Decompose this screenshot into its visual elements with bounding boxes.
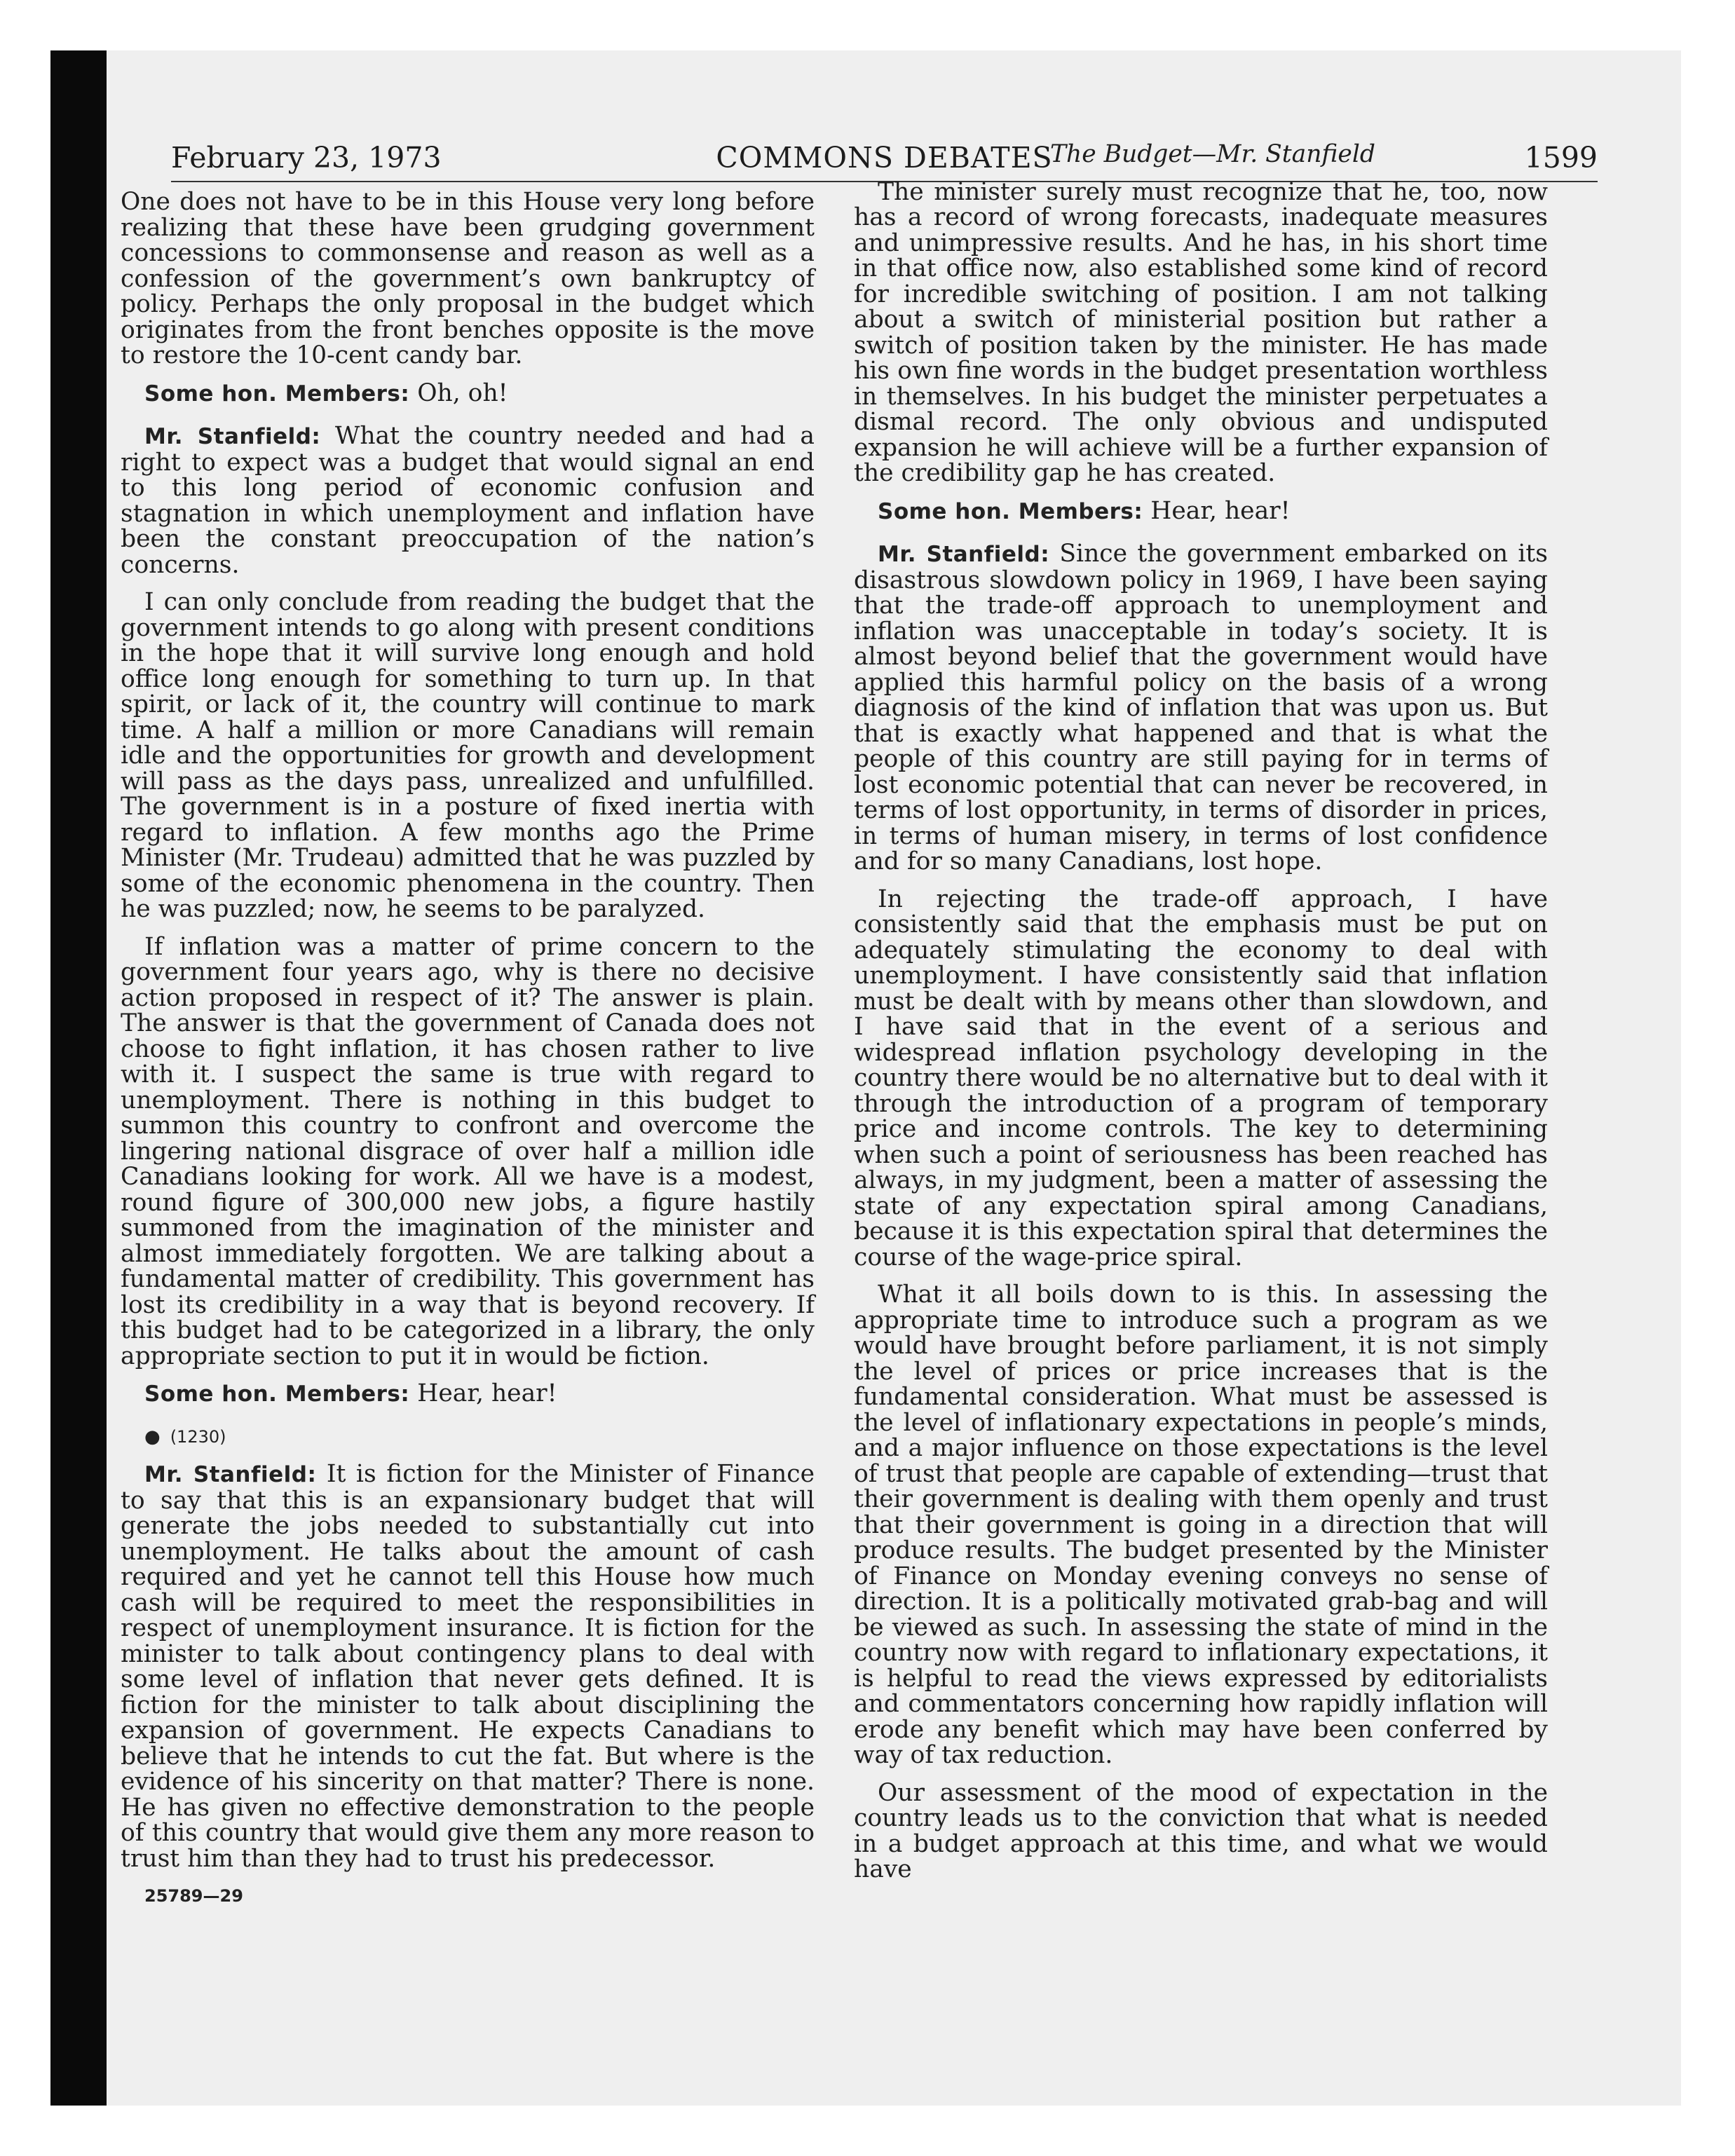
interjection: [121, 1381, 815, 1407]
speech-text: Oh, oh!: [417, 378, 508, 407]
speaker-label: Mr. Stanfield:: [878, 542, 1050, 567]
speech-text: Hear, hear!: [417, 1379, 557, 1407]
speaker-label: Some hon. Members:: [878, 498, 1143, 524]
speech: [854, 541, 1548, 875]
paragraph: If inflation was a matter of prime concern to the government four years ago, why is there no decisive action proposed in respect of it? The answer is plain. The answer is that the government of Canada does not choose to fight inflation, it has chosen rather to live with it. I suspect the same is true with regard to unemployment. There is nothing in this budget to summon this country to confront and overcome the lingering national disgrace of over half a million idle Canadians looking for work. All we have is a modest, round figure of 300,000 new jobs, a figure hastily summoned from the imagination of the minister and almost immediately forgotten. We are talking about a fundamental matter of credibility. This government has lost its credibility in a way that is beyond recovery. If this budget had to be categorized in a library, the only appropriate section to put it in would be fiction.: [121, 932, 815, 1370]
bullet-icon: ●: [144, 1426, 161, 1447]
paragraph: The minister surely must recognize that he, too, now has a record of wrong forecasts, inadequate measures and unimpressive results. And he has, in his short time in that office now, also established some kind of record for incredible switching of position. I am not talking about a switch of ministerial position but rather a switch of position taken by the minister. He has made his own fine words in the budget presentation worthless in themselves. In his budget the minister perpetuates a dismal record. The only obvious and undisputed expansion he will achieve will be a further expansion of the credibility gap he has created.: [854, 177, 1548, 487]
speaker-label: Some hon. Members:: [144, 381, 410, 407]
header-date: February 23, 1973: [171, 141, 442, 175]
running-head: The Budget—Mr. Stanfield: [1050, 140, 1375, 168]
paragraph: What it all boils down to is this. In assessing the appropriate time to introduce such a program as we would have brought before parliament, it is not simply the level of prices or price increases that is the fundamental consideration. What must be assessed is the level of inflationary expectations in people’s minds, and a major influence on those expectations is the level of trust that people are capable of extending—trust that their government is dealing with them openly and trust that their government is going in a direction that will produce results. The budget presented by the Minister of Finance on Monday evening conveys no sense of direction. It is a politically motivated grab-bag and will be viewed as such. In assessing the state of mind in the country now with regard to inflationary expectations, it is helpful to read the views expressed by editorialists and commentators concerning how rapidly inflation will erode any benefit which may have been conferred by way of tax reduction.: [854, 1281, 1548, 1769]
interjection: [121, 378, 815, 407]
interjection: [854, 498, 1548, 525]
speaker-label: Some hon. Members:: [144, 1381, 410, 1407]
speaker-label: Mr. Stanfield:: [144, 424, 321, 449]
paragraph: Our assessment of the mood of expectation in the country leads us to the conviction that what is needed in a budget approach at this time, and what we would have: [854, 1778, 1548, 1883]
header-page-number: 1599: [1524, 141, 1598, 175]
paragraph: I can only conclude from reading the budget that the government intends to go along with present conditions in the hope that it will survive long enough and hold office long enough for something to turn up. In that spirit, or lack of it, the country will continue to mark time. A half a million or more Canadians will remain idle and the opportunities for growth and development will pass as the days pass, unrealized and unfulfilled. The government is in a posture of fixed inertia with regard to inflation. A few months ago the Prime Minister (Mr. Trudeau) admitted that he was puzzled by some of the economic phenomena in the country. Then he was puzzled; now, he seems to be paralyzed.: [121, 588, 815, 923]
timestamp-text: (1230): [170, 1426, 226, 1447]
speech: [121, 423, 815, 578]
speech-text: Since the government embarked on its disastrous slowdown policy in 1969, I have been saying that the trade-off approach to unemployment and inflation was unacceptable in today’s society. It is almost beyond belief that the government would have applied this harmful policy on the basis of a wrong diagnosis of the kind of inflation that was upon us. But that is exactly what happened and that is what the people of this country are still paying for in terms of lost economic potential that can never be recovered, in terms of lost opportunity, in terms of disorder in prices, in terms of human misery, in terms of lost confidence and for so many Canadians, lost hope.: [854, 540, 1548, 875]
speech-text: It is fiction for the Minister of Finance to say that this is an expansionary budget that will generate the jobs needed to substantially cut into unemployment. He talks about the amount of cash required and yet he cannot tell this House how much cash will be required to meet the responsibilities in respect of unemployment insurance. It is fiction for the minister to talk about contingency plans to deal with some level of inflation that never gets defined. It is fiction for the minister to talk about disciplining the expansion of government. He expects Canadians to believe that he intends to cut the fat. But where is the evidence of his sincerity on that matter? There is none. He has given no effective demonstration to the people of this country that would give them any more reason to trust him than they had to trust his predecessor.: [121, 1460, 815, 1873]
paragraph: One does not have to be in this House very long before realizing that these have been grudging government concessions to commonsense and reason as well as a confession of the government’s own bankruptcy of policy. Perhaps the only proposal in the budget which originates from the front benches opposite is the move to restore the 10-cent candy bar.: [121, 188, 815, 369]
binding-edge: [50, 50, 107, 2106]
speech: [121, 1461, 815, 1871]
header-title: COMMONS DEBATES: [716, 141, 1053, 175]
speech-text: Hear, hear!: [1150, 496, 1291, 525]
paragraph: In rejecting the trade-off approach, I have consistently said that the emphasis must be put on adequately stimulating the economy to deal with unemployment. I have consistently said that inflation must be dealt with by means other than slowdown, and I have said that in the event of a serious and widespread inflation psychology developing in the country there would be no alternative but to deal with it through the introduction of a program of temporary price and income controls. The key to determining when such a point of seriousness has been reached has always, in my judgment, been a matter of assessing the state of any expectation spiral among Canadians, because it is this expectation spiral that determines the course of the wage-price spiral.: [854, 885, 1548, 1271]
speech-text: What the country needed and had a right to expect was a budget that would signal an end to this long period of economic confusion and stagnation in which unemployment and inflation have been the constant preoccupation of the nation’s concerns.: [121, 422, 815, 579]
timestamp: [121, 1424, 815, 1450]
right-column: [854, 142, 1548, 1895]
left-column: [121, 189, 815, 1921]
printer-signature: 25789—29: [144, 1886, 243, 1906]
speaker-label: Mr. Stanfield:: [144, 1462, 317, 1487]
